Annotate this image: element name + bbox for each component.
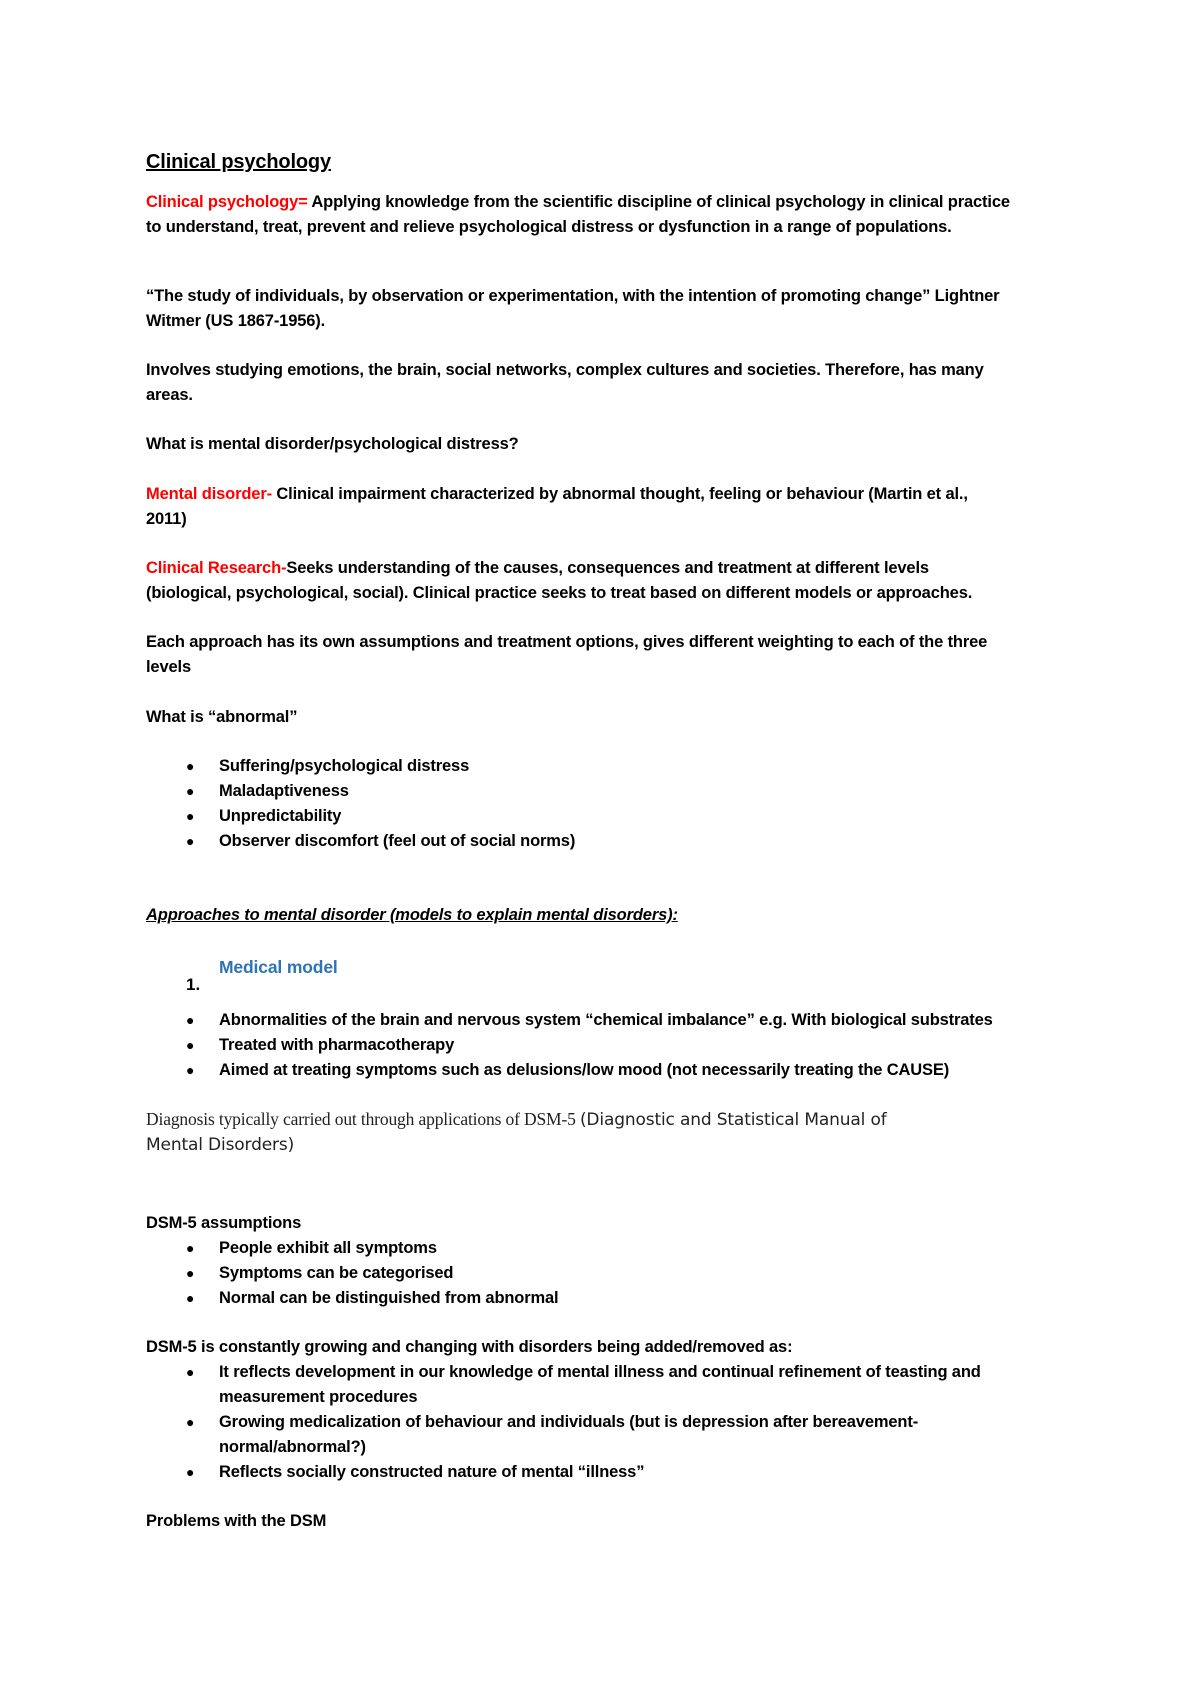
involves-line1: Involves studying emotions, the brain, social networks, complex cultures and societies. Therefore, has many xyxy=(146,361,984,379)
list-item: Aimed at treating symptoms such as delusions/low mood (not necessarily treating the CAUSE) xyxy=(219,1061,950,1079)
bullet-icon: ● xyxy=(186,833,195,849)
list-item: Maladaptiveness xyxy=(219,782,349,800)
clinical-research-text: Seeks understanding of the causes, consequences and treatment at different levels xyxy=(286,559,929,577)
dsm-full-name-line2: Mental Disorders) xyxy=(146,1135,295,1155)
bullet-icon: ● xyxy=(186,1464,195,1480)
list-number: 1. xyxy=(186,975,201,994)
diagnosis-text: Diagnosis typically carried out through applications of DSM-5 xyxy=(146,1109,580,1129)
medical-model-heading: Medical model xyxy=(219,957,338,977)
list-item: Observer discomfort (feel out of social norms) xyxy=(219,832,576,850)
quote-line1: “The study of individuals, by observation or experimentation, with the intention of promoting change” Lightner xyxy=(146,287,1000,305)
list-item: Reflects socially constructed nature of mental “illness” xyxy=(219,1463,645,1481)
involves-line2: areas. xyxy=(146,386,193,404)
bullet-icon: ● xyxy=(186,758,195,774)
list-item: Symptoms can be categorised xyxy=(219,1264,454,1282)
dsm-changing-heading: DSM-5 is constantly growing and changing with disorders being added/removed as: xyxy=(146,1338,793,1356)
bullet-icon: ● xyxy=(186,1037,195,1053)
bullet-icon: ● xyxy=(186,1414,195,1430)
list-item: Suffering/psychological distress xyxy=(219,757,470,775)
dsm-assumptions-heading: DSM-5 assumptions xyxy=(146,1214,302,1232)
definition-clinical-psychology xyxy=(146,190,1010,215)
bullet-icon: ● xyxy=(186,1240,195,1256)
list-item: People exhibit all symptoms xyxy=(219,1239,437,1257)
term-mental-disorder: Mental disorder- xyxy=(146,485,272,503)
approaches-heading: Approaches to mental disorder (models to explain mental disorders): xyxy=(146,906,678,924)
bullet-icon: ● xyxy=(186,808,195,824)
bullet-icon: ● xyxy=(186,1364,195,1380)
mental-disorder-text: Clinical impairment characterized by abnormal thought, feeling or behaviour (Martin et al., xyxy=(271,485,968,503)
approach-line2: levels xyxy=(146,658,191,676)
bullet-icon: ● xyxy=(186,1290,195,1306)
mental-disorder-definition xyxy=(146,482,968,507)
list-item: Treated with pharmacotherapy xyxy=(219,1036,455,1054)
question-mental-disorder: What is mental disorder/psychological distress? xyxy=(146,435,519,453)
diagnosis-line1 xyxy=(146,1107,887,1133)
list-item: It reflects development in our knowledge of mental illness and continual refinement of teasting and xyxy=(219,1363,981,1381)
problems-heading: Problems with the DSM xyxy=(146,1512,327,1530)
bullet-icon: ● xyxy=(186,1062,195,1078)
list-item: Unpredictability xyxy=(219,807,342,825)
bullet-icon: ● xyxy=(186,1012,195,1028)
question-abnormal: What is “abnormal” xyxy=(146,708,298,726)
page-title: Clinical psychology xyxy=(146,151,331,173)
list-item: Normal can be distinguished from abnormal xyxy=(219,1289,559,1307)
list-item: Abnormalities of the brain and nervous system “chemical imbalance” e.g. With biological substrates xyxy=(219,1011,993,1029)
bullet-icon: ● xyxy=(186,1265,195,1281)
list-item: Growing medicalization of behaviour and individuals (but is depression after bereavement- xyxy=(219,1413,919,1431)
diagnosis-line2 xyxy=(146,1132,294,1158)
mental-disorder-line2: 2011) xyxy=(146,510,187,528)
list-item-continuation: normal/abnormal?) xyxy=(219,1438,366,1456)
approach-line1: Each approach has its own assumptions and treatment options, gives different weighting to each of the three xyxy=(146,633,988,651)
clinical-research-line2: (biological, psychological, social). Clinical practice seeks to treat based on different models or approaches. xyxy=(146,584,973,602)
clinical-research-definition xyxy=(146,556,929,581)
term-clinical-research: Clinical Research- xyxy=(146,559,287,577)
list-item-continuation: measurement procedures xyxy=(219,1388,418,1406)
definition-text: Applying knowledge from the scientific discipline of clinical psychology in clinical practice xyxy=(307,193,1010,211)
term-clinical-psychology: Clinical psychology= xyxy=(146,193,308,211)
bullet-icon: ● xyxy=(186,783,195,799)
definition-text-line2: to understand, treat, prevent and relieve psychological distress or dysfunction in a range of populations. xyxy=(146,218,952,236)
dsm-full-name: (Diagnostic and Statistical Manual of xyxy=(579,1110,887,1130)
quote-line2: Witmer (US 1867-1956). xyxy=(146,312,326,330)
